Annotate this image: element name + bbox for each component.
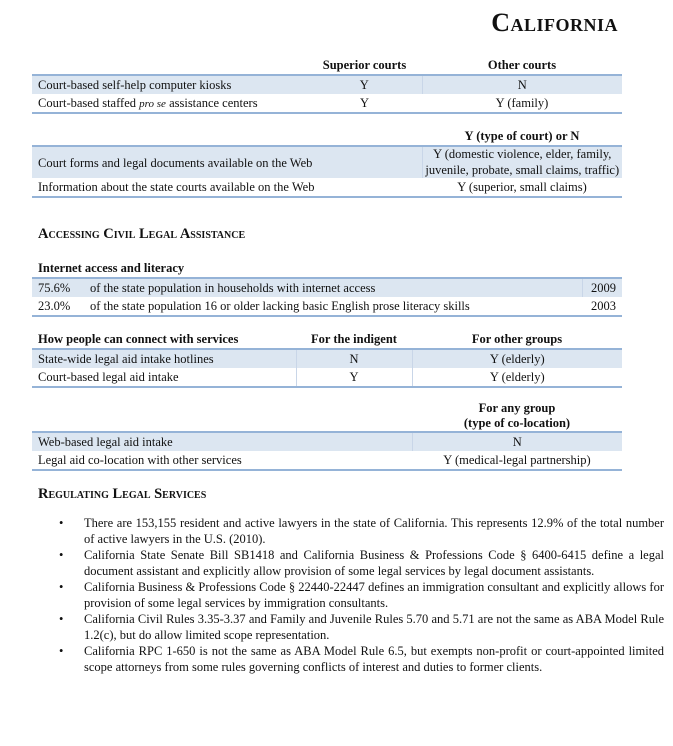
bullet-icon: •	[59, 548, 64, 562]
list-item	[59, 579, 664, 611]
other-value: Y (family)	[422, 94, 622, 113]
list-item	[59, 515, 664, 547]
indigent-value: N	[296, 349, 412, 368]
column-header	[32, 56, 307, 75]
list-item-text: California RPC 1-650 is not the same as ABA Model Rule 6.5, but exempts non-profit or court-appointed limited scope attorneys from some rules governing conflicts of interest and duties to former clients.	[84, 644, 664, 674]
column-header-any-group	[412, 401, 622, 432]
year-value: 2003	[582, 297, 622, 316]
column-header-indigent: For the indigent	[296, 330, 412, 349]
row-label: Web-based legal aid intake	[32, 432, 412, 451]
header-line-1: For any group	[478, 401, 556, 415]
column-header	[32, 401, 412, 432]
percent-value: 75.6%	[32, 278, 84, 297]
row-value: Y (superior, small claims)	[422, 178, 622, 197]
row-label-text: Court-based staffed	[38, 95, 140, 110]
table-row	[32, 146, 622, 178]
row-value: Y (medical-legal partnership)	[412, 451, 622, 470]
bullet-icon: •	[59, 644, 64, 658]
column-header-other: Other courts	[422, 56, 622, 75]
section-heading-accessing: Accessing Civil Legal Assistance	[38, 226, 246, 242]
table-header: Internet access and literacy	[32, 259, 622, 278]
court-web-table	[32, 127, 622, 198]
superior-value: Y	[307, 75, 422, 94]
row-description: of the state population in households with internet access	[84, 278, 582, 297]
column-header-superior: Superior courts	[307, 56, 422, 75]
colocation-table	[32, 401, 622, 471]
list-item-text: California Business & Professions Code § 22440-22447 defines an immigration consultant and explicitly allows for provision of some legal services by immigration consultants.	[84, 580, 664, 610]
row-label: State-wide legal aid intake hotlines	[32, 349, 296, 368]
other-value: N	[422, 75, 622, 94]
list-item	[59, 547, 664, 579]
table-row	[32, 297, 622, 316]
row-value: N	[412, 432, 622, 451]
table-row	[32, 349, 622, 368]
row-label-italic: pro se	[139, 97, 166, 110]
column-header	[32, 127, 422, 146]
bullet-icon: •	[59, 516, 64, 530]
internet-literacy-table	[32, 259, 622, 317]
column-header-other-groups: For other groups	[412, 330, 622, 349]
list-item	[59, 643, 664, 675]
table-row	[32, 278, 622, 297]
list-item-text: California Civil Rules 3.35-3.37 and Family and Juvenile Rules 5.70 and 5.71 are not the same as ABA Model Rule 1.2(c), but do allow limited scope representation.	[84, 612, 664, 642]
row-label: Legal aid co-location with other services	[32, 451, 412, 470]
row-value: Y (domestic violence, elder, family, juvenile, probate, small claims, traffic)	[422, 146, 622, 178]
superior-value: Y	[307, 94, 422, 113]
page-title: California	[491, 8, 618, 37]
table-row	[32, 432, 622, 451]
section-heading-regulating: Regulating Legal Services	[38, 486, 207, 502]
header-line-2: (type of co-location)	[463, 416, 571, 430]
column-header-how: How people can connect with services	[32, 330, 296, 349]
row-label-text: assistance centers	[165, 95, 258, 110]
column-header-type: Y (type of court) or N	[422, 127, 622, 146]
row-label: Court forms and legal documents available on the Web	[32, 146, 422, 178]
bullet-icon: •	[59, 612, 64, 626]
indigent-value: Y	[296, 368, 412, 387]
court-self-help-table	[32, 56, 622, 114]
table-row	[32, 178, 622, 197]
bullet-icon: •	[59, 580, 64, 594]
list-item-text: California State Senate Bill SB1418 and California Business & Professions Code § 6400-6415 define a legal document assistant and explicitly allow provision of some legal services by legal document assistants.	[84, 548, 664, 578]
row-label	[32, 75, 307, 94]
row-label	[32, 94, 307, 113]
table-row	[32, 75, 622, 94]
table-row	[32, 451, 622, 470]
row-label: Information about the state courts available on the Web	[32, 178, 422, 197]
table-row	[32, 94, 622, 113]
other-value: Y (elderly)	[412, 349, 622, 368]
row-description: of the state population 16 or older lacking basic English prose literacy skills	[84, 297, 582, 316]
list-item	[59, 611, 664, 643]
other-value: Y (elderly)	[412, 368, 622, 387]
row-label-text: Court-based self-help computer kiosks	[38, 78, 232, 92]
connect-services-table	[32, 330, 622, 388]
list-item-text: There are 153,155 resident and active lawyers in the state of California. This represents 12.9% of the total number of active lawyers in the U.S. (2010).	[84, 516, 664, 546]
year-value: 2009	[582, 278, 622, 297]
table-row	[32, 368, 622, 387]
row-label: Court-based legal aid intake	[32, 368, 296, 387]
percent-value: 23.0%	[32, 297, 84, 316]
regulation-bullet-list	[38, 515, 664, 675]
